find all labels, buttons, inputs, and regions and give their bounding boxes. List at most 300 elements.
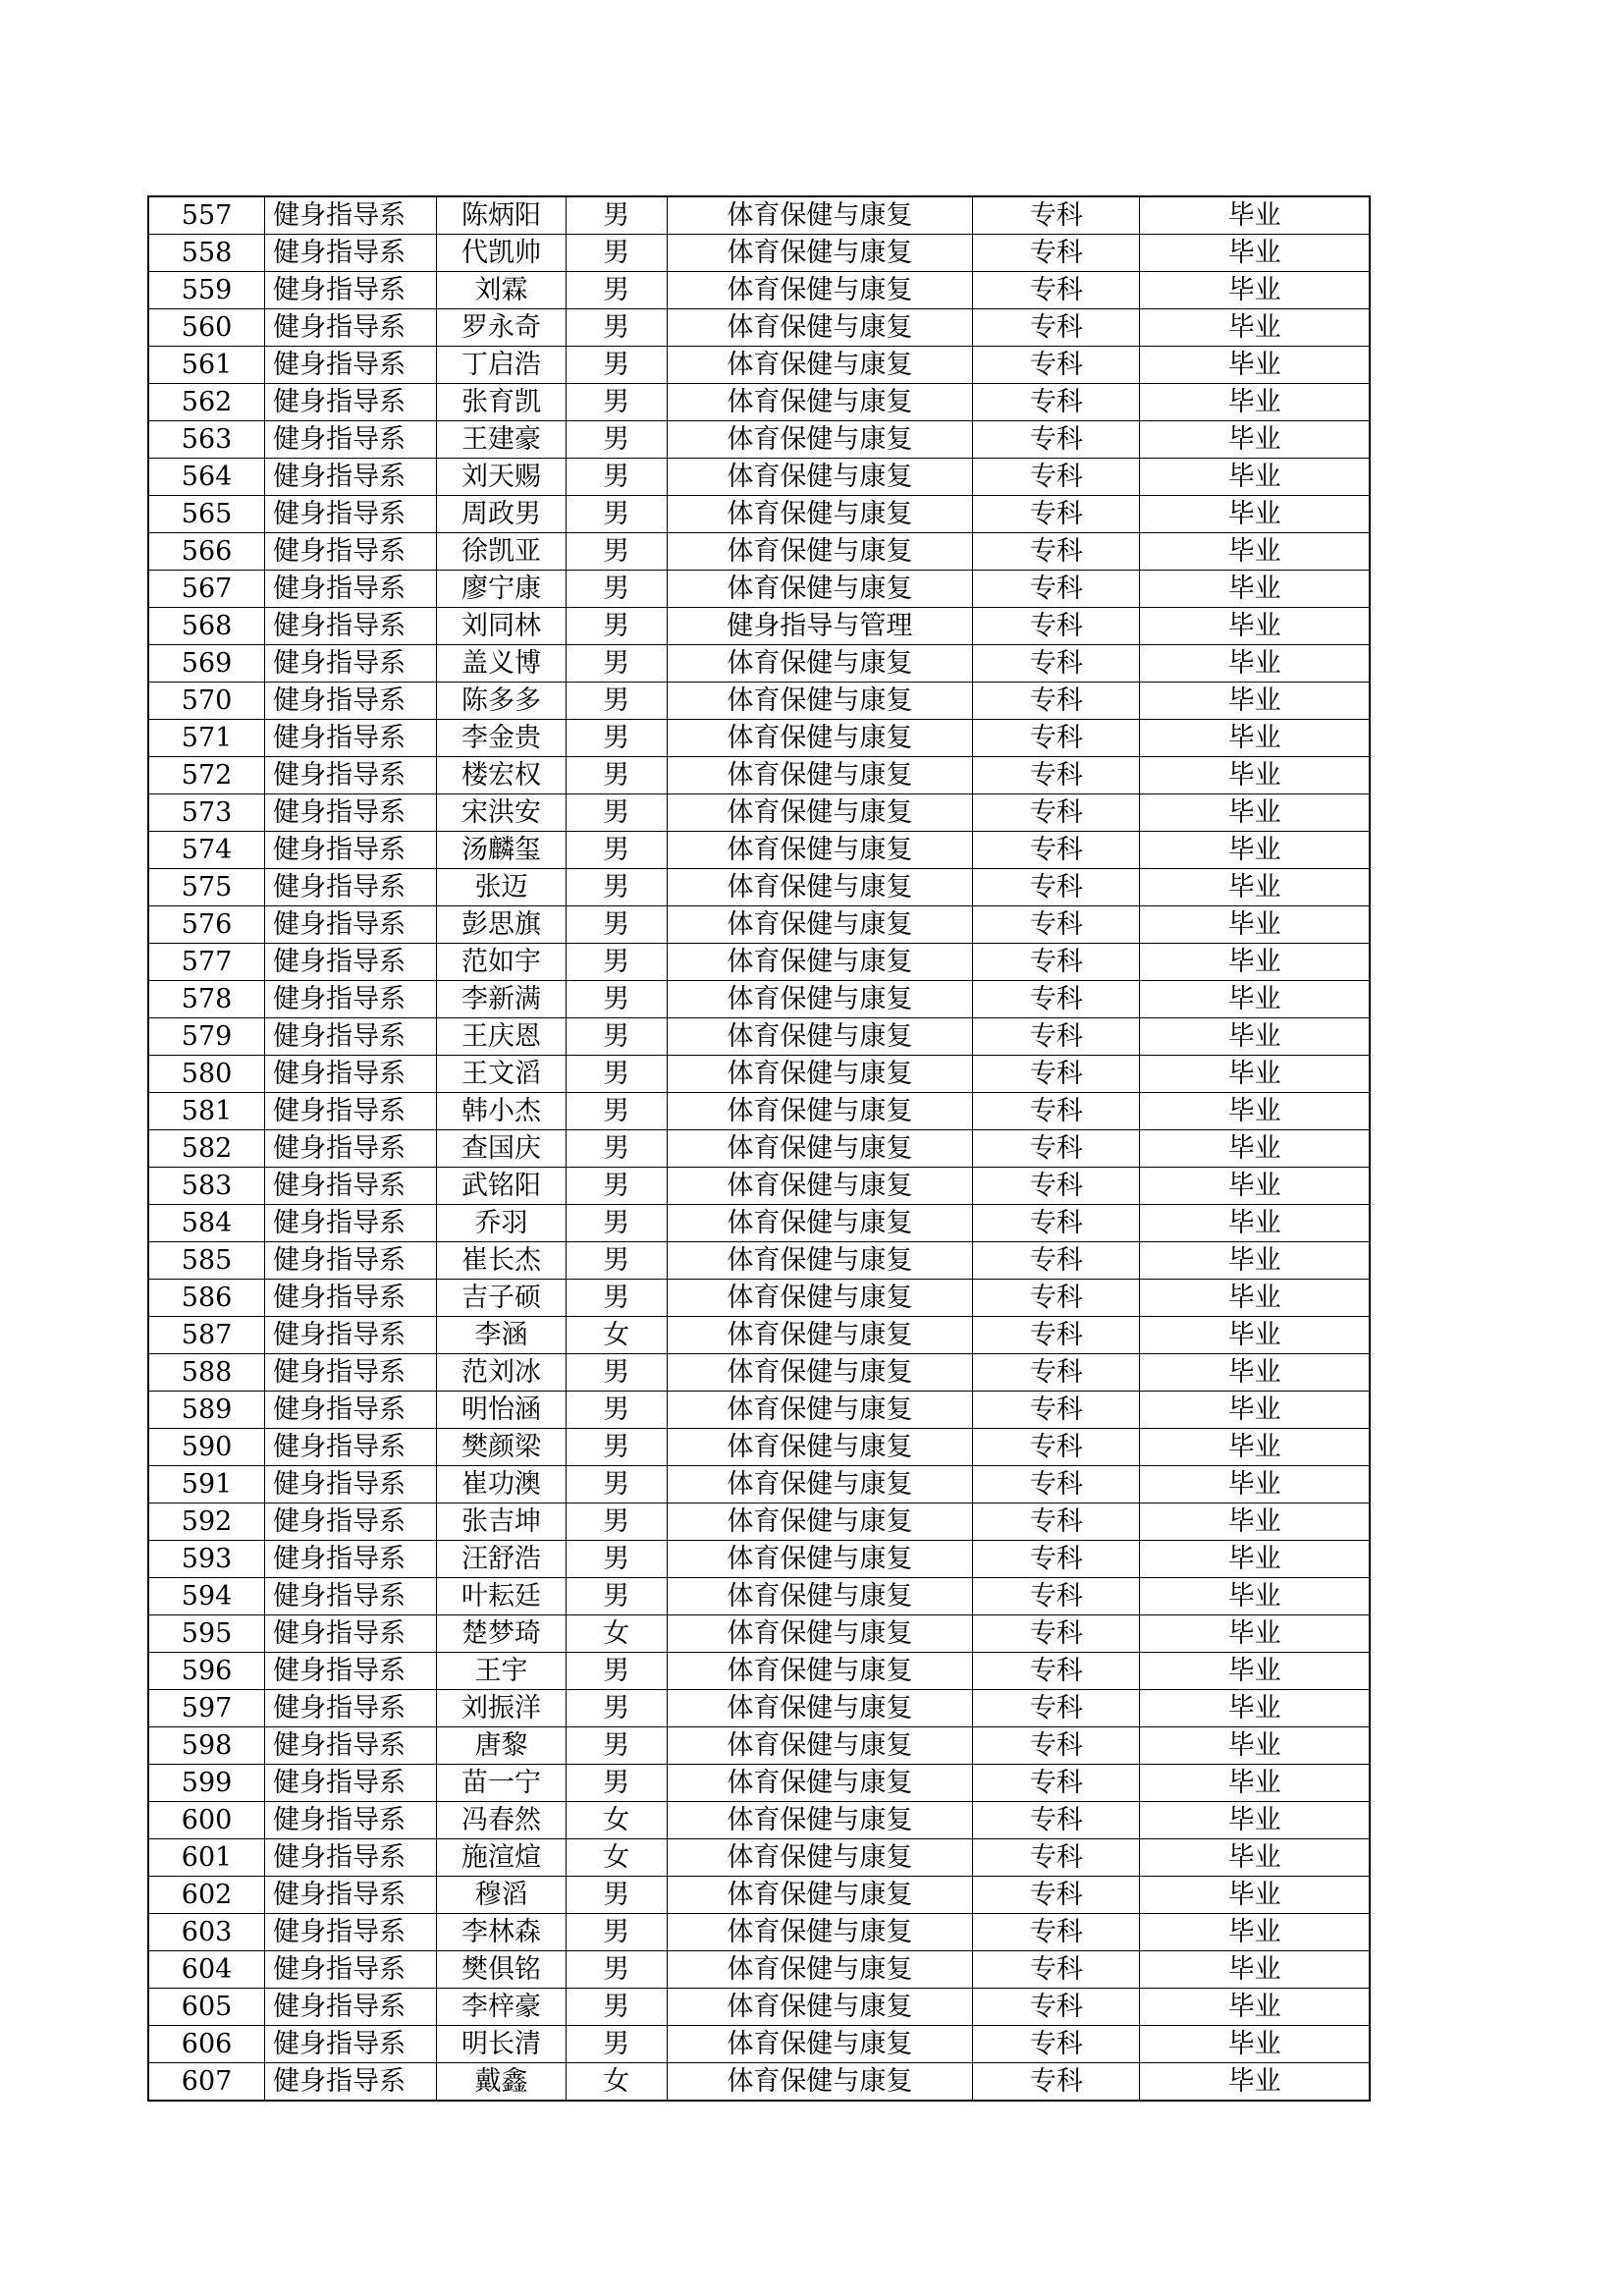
- gender-cell: 男: [566, 496, 667, 533]
- department-cell: 健身指导系: [265, 2063, 437, 2102]
- table-row: [148, 1429, 1370, 1466]
- table-row: [148, 496, 1370, 533]
- gender-cell: 男: [566, 981, 667, 1018]
- level-cell: 专科: [973, 1727, 1140, 1765]
- status-cell: 毕业: [1140, 571, 1370, 608]
- table-row: [148, 1018, 1370, 1056]
- department-cell: 健身指导系: [265, 1354, 437, 1392]
- table-row: [148, 309, 1370, 347]
- status-cell: 毕业: [1140, 272, 1370, 309]
- table-row: [148, 683, 1370, 720]
- major-cell: 体育保健与康复: [667, 1989, 973, 2026]
- major-cell: 体育保健与康复: [667, 421, 973, 459]
- major-cell: 体育保健与康复: [667, 1839, 973, 1877]
- row-number-cell: 599: [148, 1765, 265, 1802]
- gender-cell: 男: [566, 1392, 667, 1429]
- table-row: [148, 533, 1370, 571]
- major-cell: 体育保健与康复: [667, 720, 973, 757]
- department-cell: 健身指导系: [265, 1690, 437, 1727]
- department-cell: 健身指导系: [265, 1056, 437, 1093]
- status-cell: 毕业: [1140, 1914, 1370, 1951]
- department-cell: 健身指导系: [265, 235, 437, 272]
- department-cell: 健身指导系: [265, 1727, 437, 1765]
- department-cell: 健身指导系: [265, 347, 437, 384]
- row-number-cell: 566: [148, 533, 265, 571]
- level-cell: 专科: [973, 1093, 1140, 1130]
- level-cell: 专科: [973, 1018, 1140, 1056]
- name-cell: 罗永奇: [437, 309, 566, 347]
- table-row: [148, 1690, 1370, 1727]
- row-number-cell: 584: [148, 1205, 265, 1242]
- major-cell: 体育保健与康复: [667, 1802, 973, 1839]
- table-row: [148, 1503, 1370, 1541]
- name-cell: 徐凯亚: [437, 533, 566, 571]
- level-cell: 专科: [973, 1466, 1140, 1503]
- level-cell: 专科: [973, 906, 1140, 944]
- major-cell: 体育保健与康复: [667, 1951, 973, 1989]
- department-cell: 健身指导系: [265, 1018, 437, 1056]
- department-cell: 健身指导系: [265, 1615, 437, 1653]
- level-cell: 专科: [973, 869, 1140, 906]
- name-cell: 叶耘廷: [437, 1578, 566, 1615]
- table-row: [148, 1914, 1370, 1951]
- status-cell: 毕业: [1140, 459, 1370, 496]
- level-cell: 专科: [973, 309, 1140, 347]
- major-cell: 体育保健与康复: [667, 1093, 973, 1130]
- gender-cell: 女: [566, 1615, 667, 1653]
- level-cell: 专科: [973, 832, 1140, 869]
- table-row: [148, 1317, 1370, 1354]
- row-number-cell: 568: [148, 608, 265, 645]
- status-cell: 毕业: [1140, 1951, 1370, 1989]
- level-cell: 专科: [973, 1578, 1140, 1615]
- row-number-cell: 582: [148, 1130, 265, 1168]
- level-cell: 专科: [973, 272, 1140, 309]
- row-number-cell: 598: [148, 1727, 265, 1765]
- department-cell: 健身指导系: [265, 1839, 437, 1877]
- row-number-cell: 561: [148, 347, 265, 384]
- row-number-cell: 576: [148, 906, 265, 944]
- level-cell: 专科: [973, 1130, 1140, 1168]
- table-row: [148, 1802, 1370, 1839]
- department-cell: 健身指导系: [265, 1765, 437, 1802]
- name-cell: 楚梦琦: [437, 1615, 566, 1653]
- status-cell: 毕业: [1140, 1802, 1370, 1839]
- table-row: [148, 1727, 1370, 1765]
- major-cell: 体育保健与康复: [667, 384, 973, 421]
- gender-cell: 男: [566, 1018, 667, 1056]
- status-cell: 毕业: [1140, 384, 1370, 421]
- major-cell: 体育保健与康复: [667, 1690, 973, 1727]
- gender-cell: 男: [566, 1765, 667, 1802]
- status-cell: 毕业: [1140, 533, 1370, 571]
- major-cell: 体育保健与康复: [667, 496, 973, 533]
- major-cell: 体育保健与康复: [667, 459, 973, 496]
- name-cell: 冯春然: [437, 1802, 566, 1839]
- name-cell: 明长清: [437, 2026, 566, 2063]
- status-cell: 毕业: [1140, 1242, 1370, 1280]
- status-cell: 毕业: [1140, 309, 1370, 347]
- level-cell: 专科: [973, 1877, 1140, 1914]
- department-cell: 健身指导系: [265, 906, 437, 944]
- department-cell: 健身指导系: [265, 459, 437, 496]
- name-cell: 丁启浩: [437, 347, 566, 384]
- name-cell: 李新满: [437, 981, 566, 1018]
- status-cell: 毕业: [1140, 2026, 1370, 2063]
- row-number-cell: 601: [148, 1839, 265, 1877]
- level-cell: 专科: [973, 235, 1140, 272]
- status-cell: 毕业: [1140, 1354, 1370, 1392]
- department-cell: 健身指导系: [265, 1578, 437, 1615]
- status-cell: 毕业: [1140, 235, 1370, 272]
- department-cell: 健身指导系: [265, 1130, 437, 1168]
- row-number-cell: 559: [148, 272, 265, 309]
- level-cell: 专科: [973, 1205, 1140, 1242]
- major-cell: 体育保健与康复: [667, 1653, 973, 1690]
- gender-cell: 男: [566, 2026, 667, 2063]
- table-row: [148, 1280, 1370, 1317]
- name-cell: 范如宇: [437, 944, 566, 981]
- department-cell: 健身指导系: [265, 757, 437, 794]
- row-number-cell: 570: [148, 683, 265, 720]
- name-cell: 崔功澳: [437, 1466, 566, 1503]
- table-row: [148, 1951, 1370, 1989]
- name-cell: 汪舒浩: [437, 1541, 566, 1578]
- table-row: [148, 794, 1370, 832]
- gender-cell: 男: [566, 1578, 667, 1615]
- status-cell: 毕业: [1140, 832, 1370, 869]
- row-number-cell: 595: [148, 1615, 265, 1653]
- department-cell: 健身指导系: [265, 1429, 437, 1466]
- level-cell: 专科: [973, 757, 1140, 794]
- status-cell: 毕业: [1140, 1541, 1370, 1578]
- name-cell: 彭思旗: [437, 906, 566, 944]
- table-row: [148, 1466, 1370, 1503]
- level-cell: 专科: [973, 1615, 1140, 1653]
- major-cell: 体育保健与康复: [667, 1429, 973, 1466]
- status-cell: 毕业: [1140, 1877, 1370, 1914]
- name-cell: 陈炳阳: [437, 196, 566, 235]
- status-cell: 毕业: [1140, 1839, 1370, 1877]
- row-number-cell: 574: [148, 832, 265, 869]
- department-cell: 健身指导系: [265, 944, 437, 981]
- department-cell: 健身指导系: [265, 1392, 437, 1429]
- gender-cell: 男: [566, 645, 667, 683]
- gender-cell: 男: [566, 272, 667, 309]
- gender-cell: 男: [566, 608, 667, 645]
- major-cell: 体育保健与康复: [667, 1765, 973, 1802]
- status-cell: 毕业: [1140, 1653, 1370, 1690]
- status-cell: 毕业: [1140, 757, 1370, 794]
- table-row: [148, 906, 1370, 944]
- department-cell: 健身指导系: [265, 608, 437, 645]
- name-cell: 李涵: [437, 1317, 566, 1354]
- name-cell: 宋洪安: [437, 794, 566, 832]
- status-cell: 毕业: [1140, 1615, 1370, 1653]
- level-cell: 专科: [973, 1951, 1140, 1989]
- major-cell: 体育保健与康复: [667, 309, 973, 347]
- gender-cell: 男: [566, 235, 667, 272]
- level-cell: 专科: [973, 1765, 1140, 1802]
- gender-cell: 男: [566, 384, 667, 421]
- level-cell: 专科: [973, 645, 1140, 683]
- row-number-cell: 604: [148, 1951, 265, 1989]
- major-cell: 体育保健与康复: [667, 1727, 973, 1765]
- gender-cell: 男: [566, 757, 667, 794]
- row-number-cell: 585: [148, 1242, 265, 1280]
- department-cell: 健身指导系: [265, 384, 437, 421]
- row-number-cell: 578: [148, 981, 265, 1018]
- major-cell: 体育保健与康复: [667, 571, 973, 608]
- table-row: [148, 1839, 1370, 1877]
- level-cell: 专科: [973, 459, 1140, 496]
- name-cell: 汤麟玺: [437, 832, 566, 869]
- status-cell: 毕业: [1140, 794, 1370, 832]
- level-cell: 专科: [973, 1317, 1140, 1354]
- status-cell: 毕业: [1140, 1392, 1370, 1429]
- name-cell: 刘霖: [437, 272, 566, 309]
- table-row: [148, 720, 1370, 757]
- department-cell: 健身指导系: [265, 794, 437, 832]
- gender-cell: 男: [566, 1093, 667, 1130]
- table-row: [148, 1168, 1370, 1205]
- major-cell: 体育保健与康复: [667, 1280, 973, 1317]
- level-cell: 专科: [973, 196, 1140, 235]
- gender-cell: 女: [566, 2063, 667, 2102]
- gender-cell: 男: [566, 1354, 667, 1392]
- name-cell: 戴鑫: [437, 2063, 566, 2102]
- gender-cell: 男: [566, 1877, 667, 1914]
- gender-cell: 男: [566, 533, 667, 571]
- level-cell: 专科: [973, 1989, 1140, 2026]
- status-cell: 毕业: [1140, 1018, 1370, 1056]
- major-cell: 体育保健与康复: [667, 196, 973, 235]
- level-cell: 专科: [973, 1690, 1140, 1727]
- gender-cell: 男: [566, 1653, 667, 1690]
- gender-cell: 男: [566, 459, 667, 496]
- major-cell: 体育保健与康复: [667, 1018, 973, 1056]
- department-cell: 健身指导系: [265, 1877, 437, 1914]
- department-cell: 健身指导系: [265, 1541, 437, 1578]
- gender-cell: 男: [566, 1541, 667, 1578]
- name-cell: 樊颜梁: [437, 1429, 566, 1466]
- status-cell: 毕业: [1140, 1466, 1370, 1503]
- major-cell: 体育保健与康复: [667, 1168, 973, 1205]
- name-cell: 吉子硕: [437, 1280, 566, 1317]
- name-cell: 李金贵: [437, 720, 566, 757]
- table-row: [148, 1989, 1370, 2026]
- name-cell: 穆滔: [437, 1877, 566, 1914]
- table-row: [148, 757, 1370, 794]
- row-number-cell: 593: [148, 1541, 265, 1578]
- name-cell: 张迈: [437, 869, 566, 906]
- row-number-cell: 565: [148, 496, 265, 533]
- row-number-cell: 606: [148, 2026, 265, 2063]
- name-cell: 王文滔: [437, 1056, 566, 1093]
- department-cell: 健身指导系: [265, 645, 437, 683]
- status-cell: 毕业: [1140, 1317, 1370, 1354]
- table-row: [148, 384, 1370, 421]
- major-cell: 体育保健与康复: [667, 533, 973, 571]
- row-number-cell: 596: [148, 1653, 265, 1690]
- table-row: [148, 571, 1370, 608]
- status-cell: 毕业: [1140, 1578, 1370, 1615]
- name-cell: 韩小杰: [437, 1093, 566, 1130]
- major-cell: 体育保健与康复: [667, 1541, 973, 1578]
- row-number-cell: 575: [148, 869, 265, 906]
- gender-cell: 女: [566, 1802, 667, 1839]
- major-cell: 体育保健与康复: [667, 832, 973, 869]
- table-row: [148, 347, 1370, 384]
- department-cell: 健身指导系: [265, 1317, 437, 1354]
- row-number-cell: 572: [148, 757, 265, 794]
- major-cell: 体育保健与康复: [667, 2026, 973, 2063]
- level-cell: 专科: [973, 1280, 1140, 1317]
- table-row: [148, 459, 1370, 496]
- status-cell: 毕业: [1140, 1168, 1370, 1205]
- department-cell: 健身指导系: [265, 1802, 437, 1839]
- table-row: [148, 981, 1370, 1018]
- status-cell: 毕业: [1140, 720, 1370, 757]
- row-number-cell: 581: [148, 1093, 265, 1130]
- status-cell: 毕业: [1140, 683, 1370, 720]
- department-cell: 健身指导系: [265, 1989, 437, 2026]
- table-row: [148, 1205, 1370, 1242]
- level-cell: 专科: [973, 496, 1140, 533]
- row-number-cell: 569: [148, 645, 265, 683]
- status-cell: 毕业: [1140, 1205, 1370, 1242]
- status-cell: 毕业: [1140, 981, 1370, 1018]
- name-cell: 楼宏权: [437, 757, 566, 794]
- gender-cell: 男: [566, 347, 667, 384]
- name-cell: 陈多多: [437, 683, 566, 720]
- major-cell: 体育保健与康复: [667, 1392, 973, 1429]
- major-cell: 体育保健与康复: [667, 1466, 973, 1503]
- major-cell: 体育保健与康复: [667, 906, 973, 944]
- name-cell: 李林森: [437, 1914, 566, 1951]
- department-cell: 健身指导系: [265, 1503, 437, 1541]
- major-cell: 体育保健与康复: [667, 869, 973, 906]
- name-cell: 查国庆: [437, 1130, 566, 1168]
- major-cell: 体育保健与康复: [667, 1205, 973, 1242]
- gender-cell: 男: [566, 1168, 667, 1205]
- level-cell: 专科: [973, 1354, 1140, 1392]
- status-cell: 毕业: [1140, 869, 1370, 906]
- department-cell: 健身指导系: [265, 1914, 437, 1951]
- major-cell: 体育保健与康复: [667, 944, 973, 981]
- major-cell: 体育保健与康复: [667, 683, 973, 720]
- status-cell: 毕业: [1140, 944, 1370, 981]
- department-cell: 健身指导系: [265, 720, 437, 757]
- gender-cell: 男: [566, 906, 667, 944]
- major-cell: 体育保健与康复: [667, 1615, 973, 1653]
- level-cell: 专科: [973, 608, 1140, 645]
- status-cell: 毕业: [1140, 1503, 1370, 1541]
- table-row: [148, 2063, 1370, 2102]
- table-row: [148, 235, 1370, 272]
- name-cell: 苗一宁: [437, 1765, 566, 1802]
- gender-cell: 男: [566, 309, 667, 347]
- gender-cell: 男: [566, 1914, 667, 1951]
- major-cell: 体育保健与康复: [667, 1914, 973, 1951]
- status-cell: 毕业: [1140, 1429, 1370, 1466]
- major-cell: 体育保健与康复: [667, 1130, 973, 1168]
- table-row: [148, 1653, 1370, 1690]
- gender-cell: 男: [566, 1280, 667, 1317]
- gender-cell: 男: [566, 683, 667, 720]
- level-cell: 专科: [973, 1429, 1140, 1466]
- department-cell: 健身指导系: [265, 533, 437, 571]
- row-number-cell: 600: [148, 1802, 265, 1839]
- table-row: [148, 272, 1370, 309]
- name-cell: 刘振洋: [437, 1690, 566, 1727]
- level-cell: 专科: [973, 571, 1140, 608]
- major-cell: 体育保健与康复: [667, 1503, 973, 1541]
- gender-cell: 男: [566, 1690, 667, 1727]
- name-cell: 乔羽: [437, 1205, 566, 1242]
- row-number-cell: 557: [148, 196, 265, 235]
- table-row: [148, 1242, 1370, 1280]
- name-cell: 明怡涵: [437, 1392, 566, 1429]
- name-cell: 周政男: [437, 496, 566, 533]
- department-cell: 健身指导系: [265, 421, 437, 459]
- row-number-cell: 579: [148, 1018, 265, 1056]
- row-number-cell: 591: [148, 1466, 265, 1503]
- department-cell: 健身指导系: [265, 683, 437, 720]
- row-number-cell: 597: [148, 1690, 265, 1727]
- name-cell: 李梓豪: [437, 1989, 566, 2026]
- name-cell: 崔长杰: [437, 1242, 566, 1280]
- department-cell: 健身指导系: [265, 309, 437, 347]
- graduate-list-table: [147, 195, 1371, 2102]
- level-cell: 专科: [973, 1914, 1140, 1951]
- major-cell: 体育保健与康复: [667, 235, 973, 272]
- status-cell: 毕业: [1140, 421, 1370, 459]
- row-number-cell: 588: [148, 1354, 265, 1392]
- department-cell: 健身指导系: [265, 1280, 437, 1317]
- gender-cell: 男: [566, 1130, 667, 1168]
- department-cell: 健身指导系: [265, 1951, 437, 1989]
- table-row: [148, 1056, 1370, 1093]
- level-cell: 专科: [973, 384, 1140, 421]
- gender-cell: 男: [566, 869, 667, 906]
- department-cell: 健身指导系: [265, 1466, 437, 1503]
- status-cell: 毕业: [1140, 906, 1370, 944]
- row-number-cell: 587: [148, 1317, 265, 1354]
- level-cell: 专科: [973, 1541, 1140, 1578]
- department-cell: 健身指导系: [265, 272, 437, 309]
- gender-cell: 男: [566, 1951, 667, 1989]
- name-cell: 范刘冰: [437, 1354, 566, 1392]
- level-cell: 专科: [973, 1392, 1140, 1429]
- level-cell: 专科: [973, 1802, 1140, 1839]
- table-body: [148, 196, 1370, 2101]
- major-cell: 体育保健与康复: [667, 2063, 973, 2102]
- row-number-cell: 567: [148, 571, 265, 608]
- level-cell: 专科: [973, 421, 1140, 459]
- table-row: [148, 1765, 1370, 1802]
- major-cell: 体育保健与康复: [667, 645, 973, 683]
- table-row: [148, 869, 1370, 906]
- gender-cell: 男: [566, 1727, 667, 1765]
- level-cell: 专科: [973, 981, 1140, 1018]
- status-cell: 毕业: [1140, 2063, 1370, 2102]
- major-cell: 体育保健与康复: [667, 1877, 973, 1914]
- status-cell: 毕业: [1140, 1130, 1370, 1168]
- row-number-cell: 607: [148, 2063, 265, 2102]
- table-row: [148, 608, 1370, 645]
- major-cell: 体育保健与康复: [667, 1242, 973, 1280]
